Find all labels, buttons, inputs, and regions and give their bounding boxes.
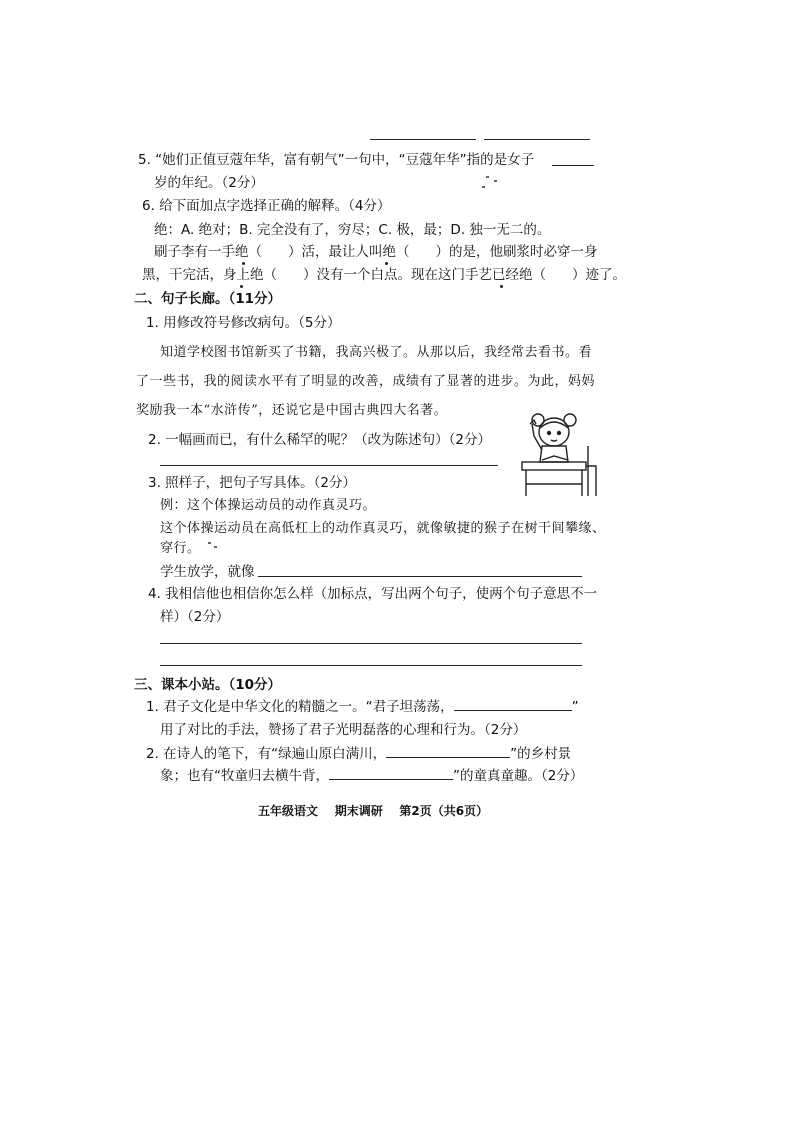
scan-speck: [486, 176, 489, 178]
sick-sentence-p3: 奖励我一本“水浒传”，还说它是中国古典四大名著。: [136, 403, 448, 418]
answer-line: [484, 139, 590, 140]
sick-sentence-p1: 知道学校图书馆新买了书籍，我高兴极了。从那以后，我经常去看书。看: [160, 345, 593, 360]
scan-speck: [482, 186, 485, 188]
answer-line[interactable]: [258, 576, 582, 577]
q5-line1: 5. “她们正值豆蔻年华，富有朝气”一句中，“豆蔻年华”指的是女子: [138, 152, 535, 168]
answer-line[interactable]: [160, 665, 582, 666]
sec2-q4-line2: 样）（2分）: [160, 609, 230, 625]
sec3-q1-line1b: ”: [571, 699, 579, 715]
sec2-q3-example-line2: 穿行。: [160, 541, 201, 556]
q6-s1a: 刷子李有一手绝（: [154, 244, 262, 260]
q6-s1b: ）活，最让人叫绝（: [288, 244, 410, 260]
emphasis-dot: [242, 262, 245, 265]
answer-line[interactable]: [160, 643, 582, 644]
q6-s2a: 黑，干完活，身上绝（: [142, 267, 277, 283]
sec3-q2-line2: [160, 767, 583, 785]
answer-blank: [552, 165, 594, 166]
sec2-q3-example-line1: 这个体操运动员在高低杠上的动作真灵巧，就像敏捷的猴子在树干间攀缘、: [160, 521, 606, 536]
section-3-title: 三、课本小站。（10分）: [134, 677, 282, 693]
answer-blank[interactable]: [329, 767, 453, 780]
q6-s2c: ）迹了。: [572, 267, 626, 283]
sec2-q2-title: 2. 一幅画而已，有什么稀罕的呢？（改为陈述句）（2分）: [148, 432, 492, 448]
section-2-title: 二、句子长廊。（11分）: [134, 291, 282, 307]
sec3-q2-line1b: ”的乡村景: [510, 746, 572, 762]
sec3-q1-line2: 用了对比的手法，赞扬了君子光明磊落的心理和行为。（2分）: [160, 722, 527, 738]
sec3-q2-line1a: 2. 在诗人的笔下，有“绿遍山原白满川，: [146, 746, 387, 762]
sec3-q1-line1: [146, 698, 579, 716]
sec2-q1-title: 1. 用修改符号修改病句。（5分）: [146, 315, 341, 331]
emphasis-dot: [500, 285, 503, 288]
sec2-q3-title: 3. 照样子，把句子写具体。（2分）: [148, 475, 357, 491]
q5-line2: 岁的年纪。（2分）: [154, 175, 264, 191]
q6-s2b: ）没有一个白点。现在这门手艺已经绝（: [303, 267, 546, 283]
sec2-q3-example: 例：这个体操运动员的动作真灵巧。: [160, 498, 377, 513]
q6-sentence-1: [154, 243, 598, 261]
q6-options: 绝：A. 绝对；B. 完全没有了，穷尽；C. 极，最；D. 独一无二的。: [154, 222, 551, 238]
answer-blank[interactable]: [386, 745, 510, 758]
page-footer: 五年级语文 期末调研 第2页（共6页）: [258, 804, 489, 818]
sec2-q3-prompt: 学生放学，就像: [160, 564, 255, 580]
sec3-q1-line1a: 1. 君子文化是中华文化的精髓之一。“君子坦荡荡，: [146, 699, 454, 715]
sec3-q2-line1: [146, 745, 571, 763]
girl-at-desk-illustration: [512, 406, 598, 498]
q6-title: 6. 给下面加点字选择正确的解释。（4分）: [142, 198, 391, 214]
emphasis-dot: [240, 285, 243, 288]
q6-sentence-2: [142, 266, 626, 284]
q6-s1c: ）的是，他刷浆时必穿一身: [435, 244, 598, 260]
sec2-q4-line1: 4. 我相信他也相信你怎么样（加标点，写出两个句子，使两个句子意思不一: [148, 586, 598, 602]
answer-blank[interactable]: [454, 698, 572, 711]
sec3-q2-line2b: ”的童真童趣。（2分）: [453, 768, 584, 784]
emphasis-dot: [385, 262, 388, 265]
answer-line: [160, 465, 498, 466]
scan-speck: [214, 546, 217, 548]
sec3-q2-line2a: 象；也有“牧童归去横牛背，: [160, 768, 329, 784]
scan-speck: [494, 180, 497, 182]
sick-sentence-p2: 了一些书，我的阅读水平有了明显的改善，成绩有了显著的进步。为此，妈妈: [136, 374, 596, 389]
answer-line: [370, 139, 476, 140]
scan-speck: [208, 542, 211, 544]
